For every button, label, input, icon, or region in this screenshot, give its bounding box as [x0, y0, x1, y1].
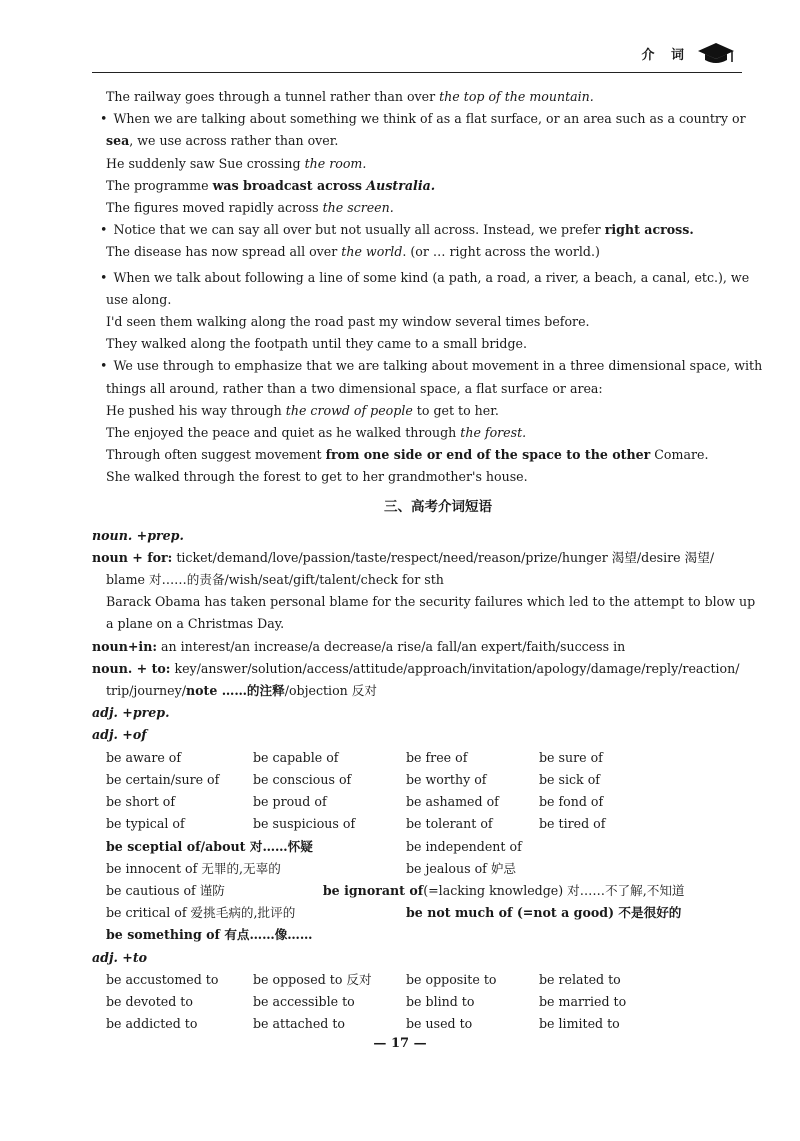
table-cell: be used to [406, 1016, 473, 1032]
example-sentence: The enjoyed the peace and quiet as he walked through the forest. [106, 425, 527, 441]
table-cell: be opposite to [406, 971, 497, 987]
table-cell: be opposed to 反对 [253, 971, 372, 987]
noun-in-line: noun+in: an interest/an increase/a decrease/a rise/a fall/an expert/faith/success in [92, 638, 626, 654]
table-cell: be something of 有点……像…… [106, 927, 313, 943]
table-row [106, 1013, 719, 1035]
table-cell: be fond of [539, 794, 604, 810]
adj-to-table [106, 969, 719, 1036]
table-cell: be jealous of 妒忌 [406, 860, 517, 876]
table-cell: be limited to [539, 1016, 620, 1032]
table-cell: be sick of [539, 771, 600, 787]
noun-to-line: noun. + to: key/answer/solution/access/attitude/approach/invitation/apology/damage/reply/reaction/ [92, 660, 740, 676]
table-row [106, 747, 719, 769]
table-row [106, 791, 719, 813]
table-cell: be innocent of 无罪的,无辜的 [106, 860, 281, 876]
table-row [106, 813, 719, 835]
table-cell: be tolerant of [406, 816, 493, 832]
table-cell: be proud of [253, 794, 327, 810]
bullet-point: • When we are talking about something we think of as a flat surface, or an area such as a country or [92, 108, 744, 130]
bullet-point: • When we talk about following a line of some kind (a path, a road, a river, a beach, a canal, etc.), we [92, 267, 744, 289]
page-header [92, 38, 742, 73]
subheading-adj-prep: adj. +prep. [92, 705, 170, 721]
table-cell: be critical of 爱挑毛病的,批评的 [106, 905, 296, 921]
text-line: things all around, rather than a two dimensional space, a flat surface or area: [106, 380, 603, 396]
adj-of-table [106, 747, 719, 947]
table-cell: be certain/sure of [106, 771, 220, 787]
bullet-point: • We use through to emphasize that we are talking about movement in a three dimensional space, with [92, 355, 744, 377]
noun-for-line: noun + for: ticket/demand/love/passion/taste/respect/need/reason/prize/hunger 渴望/desire 渴望/ [92, 549, 715, 565]
table-cell: be ashamed of [406, 794, 499, 810]
example-sentence: The figures moved rapidly across the screen. [106, 200, 394, 216]
example-sentence: He pushed his way through the crowd of people to get to her. [106, 402, 499, 418]
page-number: — 17 — [373, 1036, 427, 1051]
table-row [106, 991, 719, 1013]
example-sentence: a plane on a Christmas Day. [106, 616, 285, 632]
text-line: sea, we use across rather than over. [106, 133, 339, 149]
bullet-point: • Notice that we can say all over but not usually all across. Instead, we prefer right across. [92, 219, 744, 241]
example-sentence: Through often suggest movement from one side or end of the space to the other Comare. [106, 447, 709, 463]
table-cell: be independent of [406, 838, 522, 854]
example-sentence: The disease has now spread all over the world. (or … right across the world.) [106, 244, 600, 260]
page-body [92, 86, 763, 1035]
table-cell: be married to [539, 993, 627, 1009]
header-label: 介 词 [641, 48, 690, 63]
table-row [106, 836, 719, 858]
table-row [106, 858, 719, 880]
table-cell: be sure of [539, 749, 603, 765]
text-line: trip/journey/note ……的注释/objection 反对 [106, 683, 377, 699]
table-cell: be typical of [106, 816, 185, 832]
table-cell: be cautious of 谨防 be ignorant of(=lacking knowledge) 对……不了解,不知道 [106, 882, 685, 898]
table-cell: be capable of [253, 749, 339, 765]
example-sentence: The programme was broadcast across Australia. [106, 177, 436, 193]
text-line: blame 对……的责备/wish/seat/gift/talent/check for sth [106, 572, 444, 588]
table-cell: be short of [106, 794, 176, 810]
subheading-adj-to: adj. +to [92, 949, 148, 965]
table-cell: be free of [406, 749, 468, 765]
table-cell: be devoted to [106, 993, 193, 1009]
text-line: The railway goes through a tunnel rather than over the top of the mountain. [106, 89, 594, 104]
table-cell: be aware of [106, 749, 182, 765]
table-cell: be related to [539, 971, 621, 987]
example-sentence: She walked through the forest to get to her grandmother's house. [106, 469, 528, 485]
example-sentence: Barack Obama has taken personal blame for the security failures which led to the attempt to blow up [106, 594, 756, 610]
table-row [106, 924, 719, 946]
table-cell: be sceptial of/about 对……怀疑 [106, 838, 313, 854]
table-row [106, 969, 719, 991]
table-row [106, 902, 719, 924]
example-sentence: I'd seen them walking along the road past my window several times before. [106, 314, 590, 330]
section-title: 三、高考介词短语 [384, 498, 492, 515]
table-cell: be accessible to [253, 993, 355, 1009]
table-cell: be attached to [253, 1016, 345, 1032]
table-cell: be blind to [406, 993, 475, 1009]
example-sentence: They walked along the footpath until they came to a small bridge. [106, 336, 527, 352]
text-line: use along. [106, 291, 172, 307]
table-cell: be tired of [539, 816, 606, 832]
subheading-adj-of: adj. +of [92, 727, 147, 743]
table-cell: be conscious of [253, 771, 352, 787]
table-row [106, 769, 719, 791]
table-cell: be addicted to [106, 1016, 198, 1032]
table-cell: be not much of (=not a good) 不是很好的 [406, 905, 682, 921]
mortarboard-icon [696, 40, 736, 66]
table-row [106, 880, 719, 902]
table-cell: be accustomed to [106, 971, 219, 987]
subheading-noun-prep: noun. +prep. [92, 527, 184, 543]
table-cell: be worthy of [406, 771, 487, 787]
table-cell: be suspicious of [253, 816, 356, 832]
example-sentence: He suddenly saw Sue crossing the room. [106, 155, 367, 171]
